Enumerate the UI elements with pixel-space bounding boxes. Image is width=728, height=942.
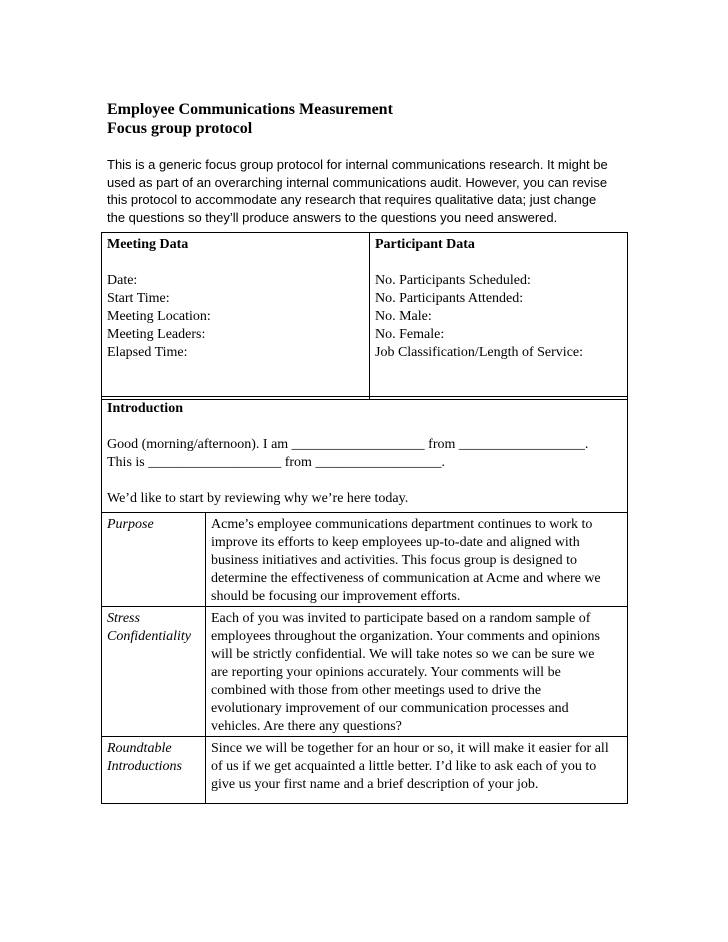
intro-line: used as part of an overarching internal communications audit. However, you can revise <box>107 174 608 190</box>
row-body-line: Acme’s employee communications department continues to work to <box>211 517 593 532</box>
meeting-data-cell <box>102 233 370 400</box>
meeting-field-elapsed-time: Elapsed Time: <box>107 345 188 360</box>
participant-field-job-classification: Job Classification/Length of Service: <box>375 345 584 360</box>
row-body-line: are reporting your opinions accurately. Your comments will be <box>211 665 561 680</box>
participant-field-female: No. Female: <box>375 327 445 342</box>
row-body-line: improve its efforts to keep employees up-to-date and aligned with <box>211 535 580 550</box>
meeting-field-start-time: Start Time: <box>107 291 170 306</box>
row-body-line: will be strictly confidential. We will take notes so we can be sure we <box>211 647 595 662</box>
row-label-text: Roundtable <box>107 741 172 756</box>
introduction-line-1: Good (morning/afternoon). I am ___________________ from __________________. <box>107 437 589 452</box>
row-body-line: of us if we get acquainted a little better. I’d like to ask each of you to <box>211 759 597 774</box>
row-body-line: vehicles. Are there any questions? <box>211 719 402 734</box>
row-body-line: business initiatives and activities. This focus group is designed to <box>211 553 578 568</box>
row-label-roundtable <box>102 737 206 804</box>
row-body-line: employees throughout the organization. Your comments and opinions <box>211 629 600 644</box>
introduction-header: Introduction <box>107 401 183 416</box>
row-body-confidentiality <box>206 607 628 737</box>
row-label-purpose <box>102 513 206 607</box>
table-row <box>102 607 628 737</box>
data-row <box>102 233 628 400</box>
participant-data-cell <box>370 233 628 400</box>
introduction-table <box>101 396 628 804</box>
intro-paragraph <box>107 156 627 226</box>
row-label-confidentiality <box>102 607 206 737</box>
document-title <box>107 100 393 138</box>
protocol-table <box>101 232 628 400</box>
introduction-line-2: This is ___________________ from __________________. <box>107 455 445 470</box>
intro-line: This is a generic focus group protocol for internal communications research. It might be <box>107 157 608 172</box>
title-line-1: Employee Communications Measurement <box>107 101 393 118</box>
row-body-line: determine the effectiveness of communication at Acme and where we <box>211 571 601 586</box>
participant-field-male: No. Male: <box>375 309 432 324</box>
table-row <box>102 737 628 804</box>
row-body-line: Since we will be together for an hour or so, it will make it easier for all <box>211 741 609 756</box>
introduction-cell <box>102 397 628 513</box>
table-row <box>102 513 628 607</box>
participant-field-scheduled: No. Participants Scheduled: <box>375 273 531 288</box>
row-body-purpose <box>206 513 628 607</box>
participant-data-header: Participant Data <box>375 237 475 252</box>
meeting-data-header: Meeting Data <box>107 237 189 252</box>
row-body-line: should be focusing our improvement efforts. <box>211 589 461 604</box>
row-body-line: evolutionary improvement of our communication processes and <box>211 701 569 716</box>
meeting-field-leaders: Meeting Leaders: <box>107 327 206 342</box>
row-label-text: Stress <box>107 611 140 626</box>
row-body-line: combined with those from other meetings used to drive the <box>211 683 542 698</box>
row-label-text: Confidentiality <box>107 629 191 644</box>
row-label-text: Introductions <box>107 759 182 774</box>
row-body-line: Each of you was invited to participate based on a random sample of <box>211 611 591 626</box>
participant-field-attended: No. Participants Attended: <box>375 291 524 306</box>
row-body-roundtable <box>206 737 628 804</box>
introduction-line-3: We’d like to start by reviewing why we’re here today. <box>107 491 409 506</box>
meeting-field-location: Meeting Location: <box>107 309 211 324</box>
title-line-2: Focus group protocol <box>107 120 253 137</box>
intro-line: the questions so they’ll produce answers to the questions you need answered. <box>107 209 558 225</box>
meeting-field-date: Date: <box>107 273 138 288</box>
row-label-text: Purpose <box>107 517 154 532</box>
row-body-line: give us your first name and a brief description of your job. <box>211 777 539 792</box>
intro-line: this protocol to accommodate any research that requires qualitative data; just change <box>107 192 597 207</box>
